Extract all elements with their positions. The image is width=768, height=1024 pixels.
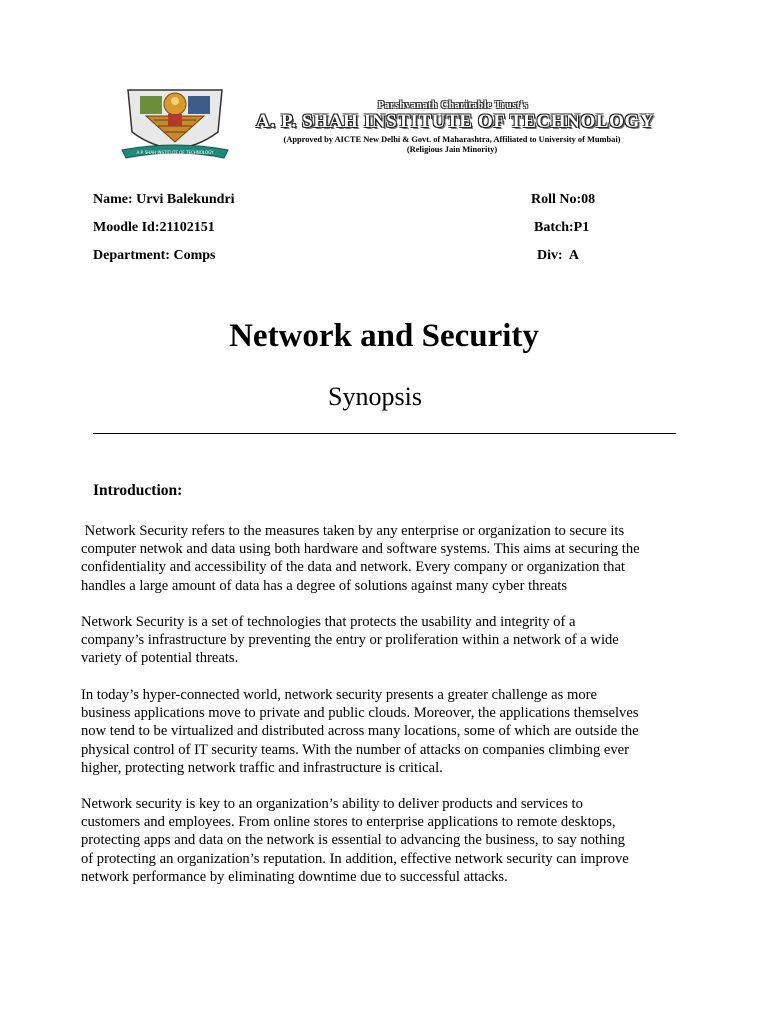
paragraph-2 [81, 613, 741, 668]
paragraph-line: confidentiality and accessibility of the data and network. Every company or organization that [81, 559, 625, 576]
paragraph-line: Network Security is a set of technologies that protects the usability and integrity of a [81, 614, 576, 630]
paragraph-line: network performance by eliminating downtime due to successful attacks. [81, 868, 508, 885]
paragraph-line: physical control of IT security teams. With the number of attacks on companies climbing ever [81, 741, 630, 758]
paragraph-line: Network Security refers to the measures taken by any enterprise or organization to secure its [81, 523, 625, 539]
paragraph-line: variety of potential threats. [81, 650, 239, 667]
document-title: Network and Security [229, 318, 539, 354]
moodle-id: Moodle Id:21102151 [93, 220, 215, 235]
logo-caption: A.P. SHAH INSTITUTE OF TECHNOLOGY [136, 150, 214, 155]
paragraph-line: customers and employees. From online stores to enterprise applications to remote desktops, [81, 814, 616, 831]
division: Div: A [537, 248, 579, 263]
student-name: Name: Urvi Balekundri [93, 192, 235, 207]
title-divider [93, 433, 676, 434]
paragraph-line: Network security is key to an organization’s ability to deliver products and services to [81, 796, 583, 812]
document-subtitle: Synopsis [328, 382, 422, 411]
paragraph-line: In today’s hyper-connected world, network security presents a greater challenge as more [81, 687, 597, 703]
paragraph-1 [81, 522, 741, 595]
paragraph-line: higher, protecting network traffic and infrastructure is critical. [81, 759, 443, 776]
introduction-heading: Introduction: [93, 482, 183, 499]
department: Department: Comps [93, 248, 216, 263]
paragraph-3 [81, 686, 741, 777]
paragraph-line: business applications move to private and public clouds. Moreover, the applications themselves [81, 705, 639, 722]
trust-name: Parshvanath Charitable Trust's [377, 100, 529, 111]
paragraph-line: of protecting an organization’s reputation. In addition, effective network security can improve [81, 850, 629, 867]
paragraph-line: company’s infrastructure by preventing the entry or proliferation within a network of a wide [81, 632, 619, 649]
paragraph-4 [81, 795, 741, 886]
minority-note: (Religious Jain Minority) [406, 145, 498, 154]
institute-name: A. P. SHAH INSTITUTE OF TECHNOLOGY [256, 111, 655, 132]
institute-crest-icon [118, 84, 232, 168]
approval-note: (Approved by AICTE New Delhi & Govt. of Maharashtra, Affiliated to University of Mumbai) [283, 135, 621, 144]
batch: Batch:P1 [534, 220, 590, 235]
paragraph-line: computer netwok and data using both hardware and software systems. This aims at securing the [81, 541, 640, 558]
roll-number: Roll No:08 [531, 192, 596, 207]
paragraph-line: protecting apps and data on the network is essential to advancing the business, to say nothing [81, 832, 625, 849]
paragraph-line: now tend to be virtualized and distributed across many locations, some of which are outside the [81, 723, 639, 740]
paragraph-line: handles a large amount of data has a degree of solutions against many cyber threats [81, 577, 568, 594]
